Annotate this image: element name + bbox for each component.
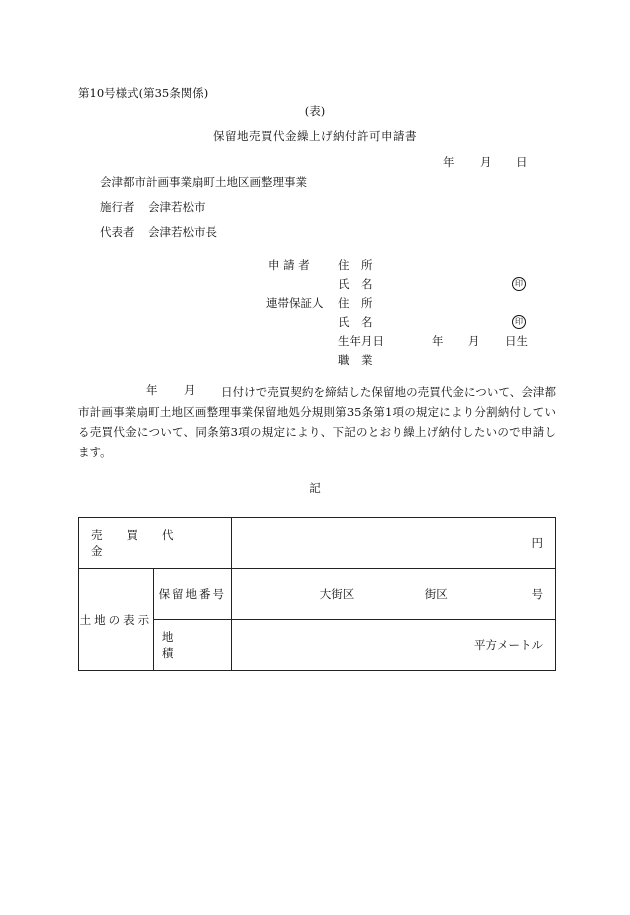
applicant-role: 申 請 者 <box>268 258 310 272</box>
guarantor-birth-label: 生年月日 <box>338 334 384 348</box>
district-label: 大街区 <box>319 587 355 601</box>
ki-heading: 記 <box>309 481 321 495</box>
price-label <box>91 527 219 559</box>
side-label: (表) <box>304 104 326 118</box>
number-label: 号 <box>531 587 543 601</box>
executor-name: 会津若松市 <box>148 200 206 214</box>
area-value-cell <box>231 620 555 671</box>
document-title: 保留地売買代金繰上げ納付許可申請書 <box>213 129 417 143</box>
record-table <box>78 517 556 671</box>
representative-name: 会津若松市長 <box>148 225 217 239</box>
guarantor-name-label: 氏 名 <box>338 315 373 329</box>
lot-label-cell <box>153 569 231 620</box>
lot-value-cell <box>231 569 555 620</box>
form-number: 第10号様式(第35条関係) <box>78 86 209 100</box>
price-label-cell <box>79 518 232 569</box>
land-label-cell <box>79 569 154 671</box>
guarantor-birth-month: 月 <box>468 334 480 348</box>
project-name: 会津都市計画事業扇町土地区画整理事業 <box>100 175 307 189</box>
lot-label: 保留地番号 <box>158 587 227 601</box>
block-label: 街区 <box>424 587 448 601</box>
body-date-year: 年 <box>146 383 158 397</box>
land-label: 土地の表示 <box>79 612 153 627</box>
applicant-seal-mark: 印 <box>512 277 526 291</box>
guarantor-birth-day: 日生 <box>505 334 528 348</box>
executor-label: 施行者 <box>100 200 135 214</box>
price-unit: 円 <box>531 536 543 550</box>
applicant-address-label: 住 所 <box>338 258 373 272</box>
body-paragraph: 日付けで売買契約を締結した保留地の売買代金について、会津都市計画事業扇町土地区画整理事業保留地処分規則第35条第1項の規定により分割納付している売買代金について、同条第3項の規定により、下記のとおり繰上げ納付したいので申請します。 <box>78 385 556 459</box>
price-label-text: 売買代金 <box>91 528 198 558</box>
lot-row <box>79 569 556 620</box>
price-row <box>79 518 556 569</box>
area-label-cell <box>153 620 231 671</box>
body-date-month: 月 <box>184 383 196 397</box>
guarantor-address-label: 住 所 <box>338 296 373 310</box>
date-month: 月 <box>480 155 492 169</box>
guarantor-seal-mark: 印 <box>512 315 526 329</box>
representative-label: 代表者 <box>100 225 135 239</box>
applicant-name-label: 氏 名 <box>338 277 373 291</box>
date-year: 年 <box>443 155 455 169</box>
price-value-cell <box>231 518 555 569</box>
area-unit: 平方メートル <box>474 638 543 652</box>
guarantor-role: 連帯保証人 <box>266 296 324 310</box>
date-day: 日 <box>516 155 528 169</box>
area-label: 地積 <box>161 630 216 660</box>
guarantor-birth-year: 年 <box>432 334 444 348</box>
guarantor-occupation-label: 職 業 <box>338 353 373 367</box>
